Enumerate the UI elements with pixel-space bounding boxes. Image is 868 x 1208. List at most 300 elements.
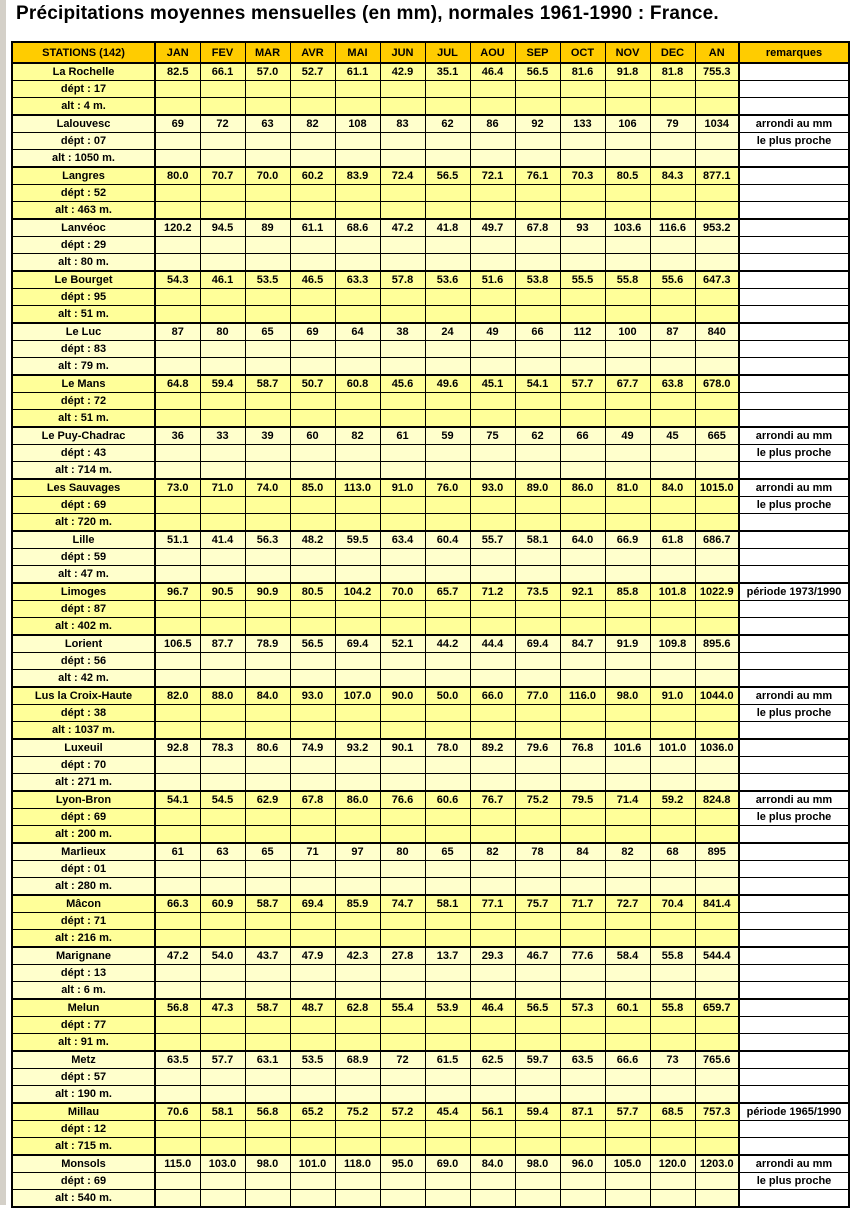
month-value: 105.0 bbox=[605, 1155, 650, 1173]
station-dept: dépt : 38 bbox=[12, 705, 155, 722]
remarks-cell bbox=[739, 393, 849, 410]
month-value: 80.5 bbox=[605, 167, 650, 185]
empty-cell bbox=[470, 930, 515, 948]
month-value: 74.0 bbox=[245, 479, 290, 497]
empty-cell bbox=[245, 930, 290, 948]
header-remarks: remarques bbox=[739, 42, 849, 63]
empty-cell bbox=[290, 445, 335, 462]
station-dept: dépt : 83 bbox=[12, 341, 155, 358]
month-value: 68 bbox=[650, 843, 695, 861]
month-value: 71.2 bbox=[470, 583, 515, 601]
empty-cell bbox=[245, 289, 290, 306]
station-alt: alt : 200 m. bbox=[12, 826, 155, 844]
empty-cell bbox=[155, 1121, 200, 1138]
header-month-sep: SEP bbox=[515, 42, 560, 63]
remarks-cell bbox=[739, 531, 849, 549]
empty-cell bbox=[650, 98, 695, 116]
annual-value: 895 bbox=[695, 843, 739, 861]
empty-cell bbox=[245, 202, 290, 220]
station-alt-row bbox=[12, 358, 849, 376]
empty-cell bbox=[695, 81, 739, 98]
empty-cell bbox=[290, 1034, 335, 1052]
month-value: 69.4 bbox=[335, 635, 380, 653]
empty-cell bbox=[200, 826, 245, 844]
empty-cell bbox=[380, 930, 425, 948]
remarks-cell bbox=[739, 358, 849, 376]
empty-cell bbox=[200, 878, 245, 896]
month-value: 70.0 bbox=[380, 583, 425, 601]
empty-cell bbox=[245, 705, 290, 722]
station-row bbox=[12, 427, 849, 445]
empty-cell bbox=[605, 861, 650, 878]
remarks-cell bbox=[739, 306, 849, 324]
empty-cell bbox=[245, 1069, 290, 1086]
station-row bbox=[12, 687, 849, 705]
empty-cell bbox=[425, 410, 470, 428]
month-value: 72.7 bbox=[605, 895, 650, 913]
month-value: 118.0 bbox=[335, 1155, 380, 1173]
month-value: 45.1 bbox=[470, 375, 515, 393]
empty-cell bbox=[695, 237, 739, 254]
month-value: 73.5 bbox=[515, 583, 560, 601]
empty-cell bbox=[560, 757, 605, 774]
month-value: 80 bbox=[380, 843, 425, 861]
month-value: 63.8 bbox=[650, 375, 695, 393]
empty-cell bbox=[695, 1190, 739, 1208]
month-value: 46.5 bbox=[290, 271, 335, 289]
header-month-fev: FEV bbox=[200, 42, 245, 63]
empty-cell bbox=[380, 514, 425, 532]
empty-cell bbox=[650, 514, 695, 532]
station-alt: alt : 714 m. bbox=[12, 462, 155, 480]
empty-cell bbox=[605, 445, 650, 462]
station-row bbox=[12, 115, 849, 133]
empty-cell bbox=[335, 549, 380, 566]
empty-cell bbox=[470, 514, 515, 532]
empty-cell bbox=[290, 393, 335, 410]
empty-cell bbox=[650, 1017, 695, 1034]
annual-value: 877.1 bbox=[695, 167, 739, 185]
month-value: 88.0 bbox=[200, 687, 245, 705]
empty-cell bbox=[200, 1138, 245, 1156]
month-value: 116.6 bbox=[650, 219, 695, 237]
month-value: 78.3 bbox=[200, 739, 245, 757]
empty-cell bbox=[155, 410, 200, 428]
empty-cell bbox=[470, 913, 515, 930]
empty-cell bbox=[245, 566, 290, 584]
empty-cell bbox=[245, 358, 290, 376]
station-name: Marlieux bbox=[12, 843, 155, 861]
empty-cell bbox=[650, 965, 695, 982]
empty-cell bbox=[200, 722, 245, 740]
station-name: Monsols bbox=[12, 1155, 155, 1173]
remarks-cell: le plus proche bbox=[739, 497, 849, 514]
month-value: 47.3 bbox=[200, 999, 245, 1017]
month-value: 49.7 bbox=[470, 219, 515, 237]
empty-cell bbox=[470, 705, 515, 722]
station-alt-row bbox=[12, 1138, 849, 1156]
month-value: 93.2 bbox=[335, 739, 380, 757]
month-value: 55.6 bbox=[650, 271, 695, 289]
month-value: 59.4 bbox=[515, 1103, 560, 1121]
station-dept: dépt : 59 bbox=[12, 549, 155, 566]
empty-cell bbox=[155, 965, 200, 982]
empty-cell bbox=[380, 653, 425, 670]
empty-cell bbox=[245, 98, 290, 116]
remarks-cell bbox=[739, 982, 849, 1000]
month-value: 60.6 bbox=[425, 791, 470, 809]
month-value: 82 bbox=[290, 115, 335, 133]
empty-cell bbox=[560, 1173, 605, 1190]
month-value: 101.0 bbox=[290, 1155, 335, 1173]
station-alt-row bbox=[12, 1190, 849, 1208]
empty-cell bbox=[380, 913, 425, 930]
empty-cell bbox=[200, 1086, 245, 1104]
station-dept: dépt : 01 bbox=[12, 861, 155, 878]
empty-cell bbox=[650, 705, 695, 722]
empty-cell bbox=[245, 410, 290, 428]
empty-cell bbox=[425, 462, 470, 480]
month-value: 35.1 bbox=[425, 63, 470, 81]
empty-cell bbox=[560, 618, 605, 636]
empty-cell bbox=[200, 913, 245, 930]
remarks-cell bbox=[739, 254, 849, 272]
station-alt-row bbox=[12, 1034, 849, 1052]
empty-cell bbox=[290, 566, 335, 584]
empty-cell bbox=[380, 358, 425, 376]
empty-cell bbox=[560, 930, 605, 948]
station-name: La Rochelle bbox=[12, 63, 155, 81]
empty-cell bbox=[290, 705, 335, 722]
empty-cell bbox=[515, 1086, 560, 1104]
month-value: 54.3 bbox=[155, 271, 200, 289]
month-value: 80.6 bbox=[245, 739, 290, 757]
empty-cell bbox=[200, 237, 245, 254]
empty-cell bbox=[290, 982, 335, 1000]
empty-cell bbox=[560, 1138, 605, 1156]
annual-value: 1203.0 bbox=[695, 1155, 739, 1173]
empty-cell bbox=[425, 1086, 470, 1104]
empty-cell bbox=[695, 930, 739, 948]
month-value: 61.5 bbox=[425, 1051, 470, 1069]
empty-cell bbox=[290, 1069, 335, 1086]
empty-cell bbox=[290, 1190, 335, 1208]
empty-cell bbox=[245, 150, 290, 168]
month-value: 68.6 bbox=[335, 219, 380, 237]
empty-cell bbox=[380, 861, 425, 878]
empty-cell bbox=[335, 1017, 380, 1034]
empty-cell bbox=[425, 1190, 470, 1208]
month-value: 80.5 bbox=[290, 583, 335, 601]
empty-cell bbox=[560, 653, 605, 670]
table-body bbox=[12, 63, 849, 1207]
empty-cell bbox=[290, 618, 335, 636]
month-value: 96.7 bbox=[155, 583, 200, 601]
empty-cell bbox=[650, 601, 695, 618]
empty-cell bbox=[155, 358, 200, 376]
empty-cell bbox=[695, 254, 739, 272]
empty-cell bbox=[515, 289, 560, 306]
empty-cell bbox=[470, 237, 515, 254]
empty-cell bbox=[695, 965, 739, 982]
month-value: 90.1 bbox=[380, 739, 425, 757]
empty-cell bbox=[425, 289, 470, 306]
remarks-cell bbox=[739, 965, 849, 982]
month-value: 80.0 bbox=[155, 167, 200, 185]
remarks-cell bbox=[739, 1069, 849, 1086]
empty-cell bbox=[560, 878, 605, 896]
empty-cell bbox=[380, 549, 425, 566]
remarks-cell bbox=[739, 549, 849, 566]
empty-cell bbox=[425, 549, 470, 566]
month-value: 103.0 bbox=[200, 1155, 245, 1173]
empty-cell bbox=[155, 982, 200, 1000]
month-value: 65.2 bbox=[290, 1103, 335, 1121]
month-value: 65 bbox=[245, 843, 290, 861]
empty-cell bbox=[695, 202, 739, 220]
month-value: 38 bbox=[380, 323, 425, 341]
empty-cell bbox=[560, 913, 605, 930]
station-alt-row bbox=[12, 618, 849, 636]
station-dept-row bbox=[12, 809, 849, 826]
month-value: 90.5 bbox=[200, 583, 245, 601]
empty-cell bbox=[605, 410, 650, 428]
empty-cell bbox=[245, 1138, 290, 1156]
month-value: 65 bbox=[245, 323, 290, 341]
empty-cell bbox=[560, 133, 605, 150]
empty-cell bbox=[695, 445, 739, 462]
empty-cell bbox=[245, 861, 290, 878]
header-month-aou: AOU bbox=[470, 42, 515, 63]
empty-cell bbox=[695, 497, 739, 514]
month-value: 54.0 bbox=[200, 947, 245, 965]
month-value: 92.8 bbox=[155, 739, 200, 757]
empty-cell bbox=[515, 1138, 560, 1156]
month-value: 63.4 bbox=[380, 531, 425, 549]
empty-cell bbox=[200, 1173, 245, 1190]
empty-cell bbox=[335, 289, 380, 306]
empty-cell bbox=[650, 133, 695, 150]
remarks-cell: le plus proche bbox=[739, 1173, 849, 1190]
empty-cell bbox=[695, 1138, 739, 1156]
remarks-cell bbox=[739, 323, 849, 341]
empty-cell bbox=[290, 150, 335, 168]
empty-cell bbox=[695, 618, 739, 636]
empty-cell bbox=[470, 566, 515, 584]
empty-cell bbox=[155, 809, 200, 826]
empty-cell bbox=[650, 1190, 695, 1208]
empty-cell bbox=[380, 774, 425, 792]
empty-cell bbox=[605, 185, 650, 202]
empty-cell bbox=[560, 237, 605, 254]
empty-cell bbox=[695, 98, 739, 116]
month-value: 79 bbox=[650, 115, 695, 133]
annual-value: 765.6 bbox=[695, 1051, 739, 1069]
month-value: 66 bbox=[515, 323, 560, 341]
header-month-dec: DEC bbox=[650, 42, 695, 63]
empty-cell bbox=[695, 809, 739, 826]
empty-cell bbox=[380, 81, 425, 98]
page-title: Précipitations moyennes mensuelles (en mm), normales 1961-1990 : France. bbox=[16, 3, 719, 24]
station-alt: alt : 280 m. bbox=[12, 878, 155, 896]
empty-cell bbox=[515, 306, 560, 324]
empty-cell bbox=[650, 809, 695, 826]
station-row bbox=[12, 739, 849, 757]
station-dept: dépt : 69 bbox=[12, 1173, 155, 1190]
month-value: 66.6 bbox=[605, 1051, 650, 1069]
empty-cell bbox=[560, 549, 605, 566]
empty-cell bbox=[425, 202, 470, 220]
month-value: 84.0 bbox=[470, 1155, 515, 1173]
empty-cell bbox=[605, 514, 650, 532]
empty-cell bbox=[380, 445, 425, 462]
empty-cell bbox=[470, 826, 515, 844]
empty-cell bbox=[560, 774, 605, 792]
month-value: 62 bbox=[515, 427, 560, 445]
empty-cell bbox=[650, 566, 695, 584]
month-value: 46.4 bbox=[470, 63, 515, 81]
empty-cell bbox=[605, 757, 650, 774]
empty-cell bbox=[560, 705, 605, 722]
annual-value: 647.3 bbox=[695, 271, 739, 289]
empty-cell bbox=[155, 618, 200, 636]
header-row bbox=[12, 42, 849, 63]
station-alt: alt : 271 m. bbox=[12, 774, 155, 792]
empty-cell bbox=[200, 809, 245, 826]
empty-cell bbox=[380, 965, 425, 982]
station-dept-row bbox=[12, 653, 849, 670]
month-value: 104.2 bbox=[335, 583, 380, 601]
empty-cell bbox=[650, 618, 695, 636]
empty-cell bbox=[650, 930, 695, 948]
station-row bbox=[12, 219, 849, 237]
empty-cell bbox=[155, 1069, 200, 1086]
station-dept-row bbox=[12, 1173, 849, 1190]
empty-cell bbox=[290, 514, 335, 532]
month-value: 51.6 bbox=[470, 271, 515, 289]
month-value: 90.9 bbox=[245, 583, 290, 601]
empty-cell bbox=[605, 670, 650, 688]
month-value: 57.7 bbox=[605, 1103, 650, 1121]
month-value: 77.6 bbox=[560, 947, 605, 965]
remarks-cell: arrondi au mm bbox=[739, 427, 849, 445]
empty-cell bbox=[335, 618, 380, 636]
month-value: 69.4 bbox=[515, 635, 560, 653]
station-dept-row bbox=[12, 1121, 849, 1138]
empty-cell bbox=[605, 1173, 650, 1190]
station-alt: alt : 720 m. bbox=[12, 514, 155, 532]
empty-cell bbox=[380, 1069, 425, 1086]
month-value: 41.4 bbox=[200, 531, 245, 549]
empty-cell bbox=[335, 98, 380, 116]
empty-cell bbox=[245, 1190, 290, 1208]
empty-cell bbox=[245, 601, 290, 618]
empty-cell bbox=[200, 1190, 245, 1208]
empty-cell bbox=[155, 670, 200, 688]
empty-cell bbox=[515, 358, 560, 376]
empty-cell bbox=[425, 1069, 470, 1086]
station-alt: alt : 540 m. bbox=[12, 1190, 155, 1208]
empty-cell bbox=[155, 1138, 200, 1156]
month-value: 86.0 bbox=[335, 791, 380, 809]
empty-cell bbox=[605, 358, 650, 376]
empty-cell bbox=[605, 1190, 650, 1208]
month-value: 101.0 bbox=[650, 739, 695, 757]
annual-value: 755.3 bbox=[695, 63, 739, 81]
empty-cell bbox=[290, 306, 335, 324]
month-value: 41.8 bbox=[425, 219, 470, 237]
month-value: 56.3 bbox=[245, 531, 290, 549]
station-dept: dépt : 70 bbox=[12, 757, 155, 774]
empty-cell bbox=[290, 1138, 335, 1156]
empty-cell bbox=[245, 982, 290, 1000]
empty-cell bbox=[245, 462, 290, 480]
empty-cell bbox=[380, 566, 425, 584]
station-alt: alt : 80 m. bbox=[12, 254, 155, 272]
empty-cell bbox=[515, 549, 560, 566]
header-month-jul: JUL bbox=[425, 42, 470, 63]
empty-cell bbox=[335, 826, 380, 844]
empty-cell bbox=[605, 809, 650, 826]
empty-cell bbox=[200, 289, 245, 306]
empty-cell bbox=[380, 462, 425, 480]
month-value: 71 bbox=[290, 843, 335, 861]
empty-cell bbox=[335, 462, 380, 480]
month-value: 68.5 bbox=[650, 1103, 695, 1121]
station-name: Les Sauvages bbox=[12, 479, 155, 497]
empty-cell bbox=[560, 497, 605, 514]
empty-cell bbox=[470, 1190, 515, 1208]
empty-cell bbox=[650, 722, 695, 740]
remarks-cell bbox=[739, 462, 849, 480]
empty-cell bbox=[425, 982, 470, 1000]
month-value: 57.2 bbox=[380, 1103, 425, 1121]
month-value: 81.8 bbox=[650, 63, 695, 81]
station-dept: dépt : 52 bbox=[12, 185, 155, 202]
empty-cell bbox=[200, 1121, 245, 1138]
empty-cell bbox=[245, 254, 290, 272]
empty-cell bbox=[695, 1173, 739, 1190]
empty-cell bbox=[470, 670, 515, 688]
month-value: 27.8 bbox=[380, 947, 425, 965]
empty-cell bbox=[290, 1086, 335, 1104]
empty-cell bbox=[470, 653, 515, 670]
empty-cell bbox=[380, 306, 425, 324]
empty-cell bbox=[380, 809, 425, 826]
month-value: 84.0 bbox=[650, 479, 695, 497]
month-value: 55.4 bbox=[380, 999, 425, 1017]
empty-cell bbox=[155, 497, 200, 514]
empty-cell bbox=[650, 81, 695, 98]
empty-cell bbox=[515, 254, 560, 272]
remarks-cell bbox=[739, 635, 849, 653]
station-row bbox=[12, 583, 849, 601]
empty-cell bbox=[650, 774, 695, 792]
empty-cell bbox=[650, 653, 695, 670]
empty-cell bbox=[155, 722, 200, 740]
month-value: 66.3 bbox=[155, 895, 200, 913]
remarks-cell bbox=[739, 843, 849, 861]
empty-cell bbox=[290, 601, 335, 618]
empty-cell bbox=[425, 81, 470, 98]
station-alt-row bbox=[12, 514, 849, 532]
month-value: 55.8 bbox=[650, 999, 695, 1017]
empty-cell bbox=[380, 98, 425, 116]
station-dept-row bbox=[12, 965, 849, 982]
remarks-cell: le plus proche bbox=[739, 133, 849, 150]
empty-cell bbox=[695, 1069, 739, 1086]
empty-cell bbox=[290, 410, 335, 428]
